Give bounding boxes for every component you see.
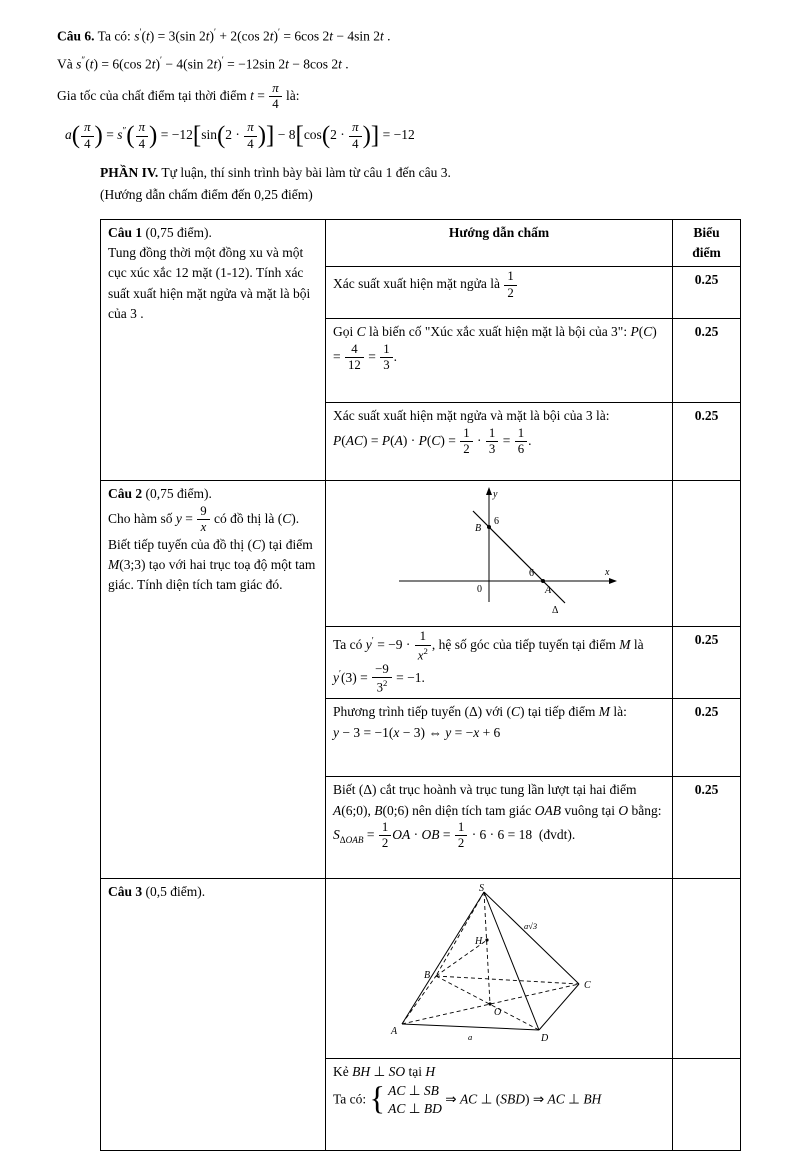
graph-x-arrow-icon (609, 578, 617, 584)
segment-so (484, 892, 490, 1004)
cau1-step2-content: Gọi C là biến cố "Xúc xắc xuất hiện mặt là bội của 3": P(C) = $\frac{4}{12}$ = $\frac{1}{3}$ . (326, 319, 673, 403)
cau2-step2-score: 0.25 (673, 699, 741, 777)
graph-y-arrow-icon (486, 487, 492, 495)
point-h (485, 939, 488, 942)
edge-sb (436, 892, 484, 976)
answer-table (100, 219, 741, 1151)
edge-dc (539, 984, 579, 1030)
cau3-figure-cell (326, 879, 673, 1058)
graph-point-a (541, 579, 545, 583)
graph-y-axis-label: y (493, 489, 498, 501)
cau1-step3-score: 0.25 (673, 403, 741, 481)
cau2-question-cell: Câu 2 (0,75 điểm). Cho hàm số y = $\frac{9}{x}$ có đồ thị là (C). Biết tiếp tuyến của đồ thị (C) tại điểm M(3;3) tạo với hai trục toạ độ một tam giác. Tính diện tích tam giác đó. (101, 481, 326, 879)
graph-y-intercept-value: 6 (494, 516, 499, 528)
tangent-line-graph (369, 484, 629, 616)
figure-a-label: A (391, 1026, 398, 1038)
graph-tangent-line (473, 511, 565, 603)
cau2-step2-content: Phương trình tiếp tuyến (Δ) với (C) tại tiếp điểm M là: y − 3 = −1(x − 3) ⇔ y = −x + 6 (326, 699, 673, 777)
edge-sa (402, 892, 484, 1024)
cau3-figure-score-empty (673, 879, 741, 1058)
part4-note: (Hướng dẫn chấm điểm đến 0,25 điểm) (100, 186, 313, 202)
cau1-step2-score: 0.25 (673, 319, 741, 403)
cau1-step3-content: Xác suất xuất hiện mặt ngửa và mặt là bội của 3 là: P(AC) = P(A) · P(C) = $\frac{1}{2}$ · $\frac{1}{3}$ = $\frac{1}{6}$ . (326, 403, 673, 481)
pyramid-figure (374, 882, 624, 1048)
cau3-step1-score (673, 1058, 741, 1150)
cau3-step1-content: Kẻ BH ⊥ SO tại H Ta có: { AC ⊥ SB AC ⊥ BD ⇒ AC ⊥ (SBD) ⇒ AC ⊥ BH (326, 1058, 673, 1150)
cau3-question-cell: Câu 3 (0,5 điểm). (101, 879, 326, 1150)
score-column-header: Biểu điểm (673, 219, 741, 267)
edge-sd (484, 892, 539, 1030)
edge-sc (484, 892, 579, 984)
figure-d-label: D (541, 1033, 549, 1045)
graph-origin-label: 0 (477, 584, 482, 596)
cau1-step1-score: 0.25 (673, 267, 741, 319)
cau6-acceleration-line: Gia tốc của chất điểm tại thời điểm t = $\frac{\pi}{4}$ là: (57, 80, 300, 111)
cau2-step1-content: Ta có y′ = −9 · $\frac{1}{x^2}$ , hệ số góc của tiếp tuyến tại điểm M là y′(3) = $\frac{-9}{3^2}$ = −1. (326, 627, 673, 699)
diagonal-bd (436, 976, 539, 1030)
edge-bc (436, 976, 579, 984)
guide-column-header: Hướng dẫn chấm (326, 219, 673, 267)
cau6-second-derivative-line: Và s″(t) = 6(cos 2t)′ − 4(sin 2t)′ = −12sin 2t − 8cos 2t . (57, 54, 349, 72)
cau6-result-formula: a( $\frac{\pi}{4}$ ) = s″( $\frac{\pi}{4}$ ) = −12[sin(2 · $\frac{\pi}{4}$ )] − 8[cos(2 · $\frac{\pi}{4}$ )] = −12 (65, 120, 415, 151)
cau2-step3-content: Biết (Δ) cắt trục hoành và trục tung lần lượt tại hai điểm A(6;0), B(0;6) nên diện tích tam giác OAB vuông tại O bằng: $S_{\Delta OAB}$ = $\frac{1}{2}$ OA · OB = $\frac{1}{2}$ · 6 · 6 = 18 (đvdt). (326, 777, 673, 879)
cau1-question-cell: Câu 1 (0,75 điểm). Tung đồng thời một đồng xu và một cục xúc xắc 12 mặt (1-12). Tính xác suất xuất hiện mặt ngửa và mặt là bội của 3 . (101, 219, 326, 481)
intro-section (57, 26, 740, 205)
cau1-step1-content: Xác suất xuất hiện mặt ngửa là $\frac{1}{2}$ (326, 267, 673, 319)
graph-a-point-label: A (545, 585, 552, 597)
figure-apex-label: S (479, 883, 484, 895)
cau2-step1-score: 0.25 (673, 627, 741, 699)
figure-o-label: O (494, 1007, 502, 1019)
graph-x-axis-label: x (605, 567, 610, 579)
figure-base-length-label: a (468, 1032, 473, 1043)
edge-ad (402, 1024, 539, 1030)
cau2-step3-score: 0.25 (673, 777, 741, 879)
figure-h-label: H (475, 936, 483, 948)
graph-x-intercept-value: 6 (529, 568, 534, 580)
cau2-graph-cell (326, 481, 673, 627)
cau6-derivative-line: Câu 6. Ta có: s′(t) = 3(sin 2t)′ + 2(cos 2t)′ = 6cos 2t − 4sin 2t . (57, 27, 391, 44)
graph-point-b (487, 525, 491, 529)
graph-b-point-label: B (475, 523, 482, 535)
edge-ab (402, 976, 436, 1024)
figure-b-label: B (424, 970, 431, 982)
point-o (488, 1003, 491, 1006)
part4-title: PHẦN IV. Tự luận, thí sinh trình bày bài làm từ câu 1 đến câu 3. (100, 165, 451, 181)
graph-delta-line-label: Δ (552, 605, 559, 617)
cau2-graph-score-empty (673, 481, 741, 627)
figure-c-label: C (584, 980, 591, 992)
figure-edge-length-label: a√3 (524, 921, 538, 932)
